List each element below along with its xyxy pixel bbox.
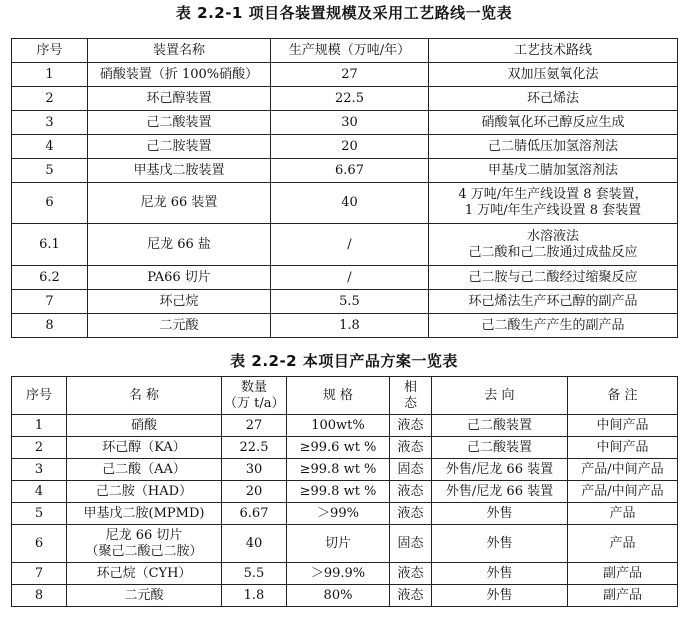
cell-destination: 己二酸装置 — [432, 437, 568, 459]
cell-note: 产品 — [568, 503, 678, 525]
cell-phase: 固态 — [390, 525, 432, 563]
header-cell: 备 注 — [568, 377, 678, 415]
cell-product-name: 己二胺（HAD） — [67, 481, 222, 503]
cell-no: 2 — [12, 437, 67, 459]
cell-spec: ≥99.6 wt % — [287, 437, 390, 459]
cell-spec: ＞99% — [287, 503, 390, 525]
cell-process-route: 环己烯法生产环己醇的副产品 — [429, 290, 678, 314]
cell-spec: 100wt% — [287, 415, 390, 437]
cell-phase: 液态 — [390, 437, 432, 459]
cell-unit-name: 己二胺装置 — [88, 135, 271, 159]
cell-phase: 液态 — [390, 563, 432, 585]
cell-no: 1 — [12, 63, 88, 87]
table-header-row — [12, 377, 678, 415]
header-line: （万 t/a） — [224, 395, 285, 411]
cell-quantity: 40 — [222, 525, 287, 563]
cell-phase: 固态 — [390, 459, 432, 481]
cell-no: 8 — [12, 585, 67, 607]
table-row — [12, 135, 678, 159]
cell-no: 6.2 — [12, 266, 88, 290]
cell-spec: 80% — [287, 585, 390, 607]
product-name-line: （聚己二酸己二胺） — [85, 543, 203, 559]
header-cell — [390, 377, 432, 415]
header-cell: 名 称 — [67, 377, 222, 415]
cell-destination: 外售/尼龙 66 装置 — [432, 459, 568, 481]
cell-destination: 外售 — [432, 563, 568, 585]
cell-no: 6 — [12, 183, 88, 224]
cell-quantity: 6.67 — [222, 503, 287, 525]
cell-unit-name: 硝酸装置（折 100%硝酸） — [88, 63, 271, 87]
cell-spec: ＞99.9% — [287, 563, 390, 585]
cell-quantity: 27 — [222, 415, 287, 437]
cell-unit-name: 二元酸 — [88, 314, 271, 338]
header-line: 数量 — [240, 379, 267, 395]
cell-phase: 液态 — [390, 481, 432, 503]
process-route-line: 1 万吨/年生产线设置 8 套装置 — [464, 203, 642, 218]
table-header-row — [12, 39, 678, 63]
cell-destination: 己二酸装置 — [432, 415, 568, 437]
table-row — [12, 459, 678, 481]
cell-capacity: 6.67 — [271, 159, 429, 183]
cell-quantity: 22.5 — [222, 437, 287, 459]
cell-product-name: 环己烷（CYH） — [67, 563, 222, 585]
cell-no: 3 — [12, 111, 88, 135]
table-row — [12, 503, 678, 525]
header-cell: 生产规模（万吨/年） — [271, 39, 429, 63]
cell-destination: 外售 — [432, 525, 568, 563]
cell-capacity: 27 — [271, 63, 429, 87]
header-line: 态 — [403, 395, 417, 411]
cell-note: 中间产品 — [568, 415, 678, 437]
cell-quantity: 20 — [222, 481, 287, 503]
cell-no: 6.1 — [12, 224, 88, 266]
table-row — [12, 437, 678, 459]
table-row — [12, 481, 678, 503]
cell-phase: 液态 — [390, 503, 432, 525]
cell-unit-name: 尼龙 66 盐 — [88, 224, 271, 266]
header-cell: 装置名称 — [88, 39, 271, 63]
cell-capacity: / — [271, 224, 429, 266]
cell-quantity: 30 — [222, 459, 287, 481]
cell-product-name: 硝酸 — [67, 415, 222, 437]
table-row — [12, 585, 678, 607]
cell-no: 6 — [12, 525, 67, 563]
table-row — [12, 111, 678, 135]
table-row — [12, 290, 678, 314]
header-cell — [222, 377, 287, 415]
cell-note: 副产品 — [568, 563, 678, 585]
table-row — [12, 415, 678, 437]
table-row — [12, 63, 678, 87]
cell-phase: 液态 — [390, 585, 432, 607]
cell-note: 产品 — [568, 525, 678, 563]
cell-process-route: 己二胺与己二酸经过缩聚反应 — [429, 266, 678, 290]
table-row — [12, 314, 678, 338]
cell-product-name: 甲基戊二胺(MPMD) — [67, 503, 222, 525]
cell-capacity: 5.5 — [271, 290, 429, 314]
cell-note: 副产品 — [568, 585, 678, 607]
cell-product-name: 己二酸（AA） — [67, 459, 222, 481]
process-route-line: 己二酸和己二胺通过成盐反应 — [468, 244, 638, 260]
table-row — [12, 525, 678, 563]
table-row — [12, 563, 678, 585]
process-route-table — [11, 38, 678, 338]
cell-no: 4 — [12, 481, 67, 503]
table1-title: 表 2.2-1 项目各装置规模及采用工艺路线一览表 — [175, 4, 513, 22]
cell-unit-name: 尼龙 66 装置 — [88, 183, 271, 224]
cell-no: 7 — [12, 563, 67, 585]
cell-spec: 切片 — [287, 525, 390, 563]
cell-unit-name: 甲基戊二胺装置 — [88, 159, 271, 183]
process-route-line: 水溶液法 — [526, 228, 579, 244]
cell-note: 产品/中间产品 — [568, 481, 678, 503]
cell-destination: 外售/尼龙 66 装置 — [432, 481, 568, 503]
cell-no: 2 — [12, 87, 88, 111]
cell-no: 4 — [12, 135, 88, 159]
cell-phase: 液态 — [390, 415, 432, 437]
cell-spec: ≥99.8 wt % — [287, 481, 390, 503]
process-route-line: 4 万吨/年生产线设置 8 套装置， — [458, 187, 648, 202]
header-line: 相 — [403, 379, 417, 395]
product-name-line: 尼龙 66 切片 — [105, 527, 183, 543]
header-cell: 工艺技术路线 — [429, 39, 678, 63]
cell-process-route: 己二腈低压加氢溶剂法 — [429, 135, 678, 159]
table-row — [12, 87, 678, 111]
cell-destination: 外售 — [432, 585, 568, 607]
cell-no: 3 — [12, 459, 67, 481]
table2-title: 表 2.2-2 本项目产品方案一览表 — [230, 352, 458, 370]
cell-no: 5 — [12, 503, 67, 525]
cell-no: 7 — [12, 290, 88, 314]
cell-product-name — [67, 525, 222, 563]
cell-process-route: 硝酸氧化环己醇反应生成 — [429, 111, 678, 135]
cell-capacity: 40 — [271, 183, 429, 224]
cell-product-name: 二元酸 — [67, 585, 222, 607]
cell-capacity: / — [271, 266, 429, 290]
cell-process-route: 环己烯法 — [429, 87, 678, 111]
cell-spec: ≥99.8 wt % — [287, 459, 390, 481]
cell-unit-name: 环己烷 — [88, 290, 271, 314]
header-cell: 序号 — [12, 377, 67, 415]
cell-unit-name: 己二酸装置 — [88, 111, 271, 135]
cell-capacity: 20 — [271, 135, 429, 159]
cell-unit-name: 环己醇装置 — [88, 87, 271, 111]
header-cell: 序号 — [12, 39, 88, 63]
cell-no: 5 — [12, 159, 88, 183]
table-row — [12, 183, 678, 224]
header-cell: 规 格 — [287, 377, 390, 415]
cell-note: 产品/中间产品 — [568, 459, 678, 481]
table-row — [12, 159, 678, 183]
cell-note: 中间产品 — [568, 437, 678, 459]
cell-capacity: 30 — [271, 111, 429, 135]
cell-no: 8 — [12, 314, 88, 338]
cell-capacity: 22.5 — [271, 87, 429, 111]
cell-process-route: 双加压氨氧化法 — [429, 63, 678, 87]
cell-no: 1 — [12, 415, 67, 437]
cell-capacity: 1.8 — [271, 314, 429, 338]
table-row — [12, 224, 678, 266]
product-plan-table — [11, 376, 678, 607]
cell-process-route: 己二酸生产产生的副产品 — [429, 314, 678, 338]
cell-destination: 外售 — [432, 503, 568, 525]
table-row — [12, 266, 678, 290]
cell-quantity: 5.5 — [222, 563, 287, 585]
header-cell: 去 向 — [432, 377, 568, 415]
cell-process-route: 甲基戊二腈加氢溶剂法 — [429, 159, 678, 183]
cell-process-route — [429, 224, 678, 266]
cell-quantity: 1.8 — [222, 585, 287, 607]
cell-product-name: 环己醇（KA） — [67, 437, 222, 459]
cell-process-route — [429, 183, 678, 224]
cell-unit-name: PA66 切片 — [88, 266, 271, 290]
